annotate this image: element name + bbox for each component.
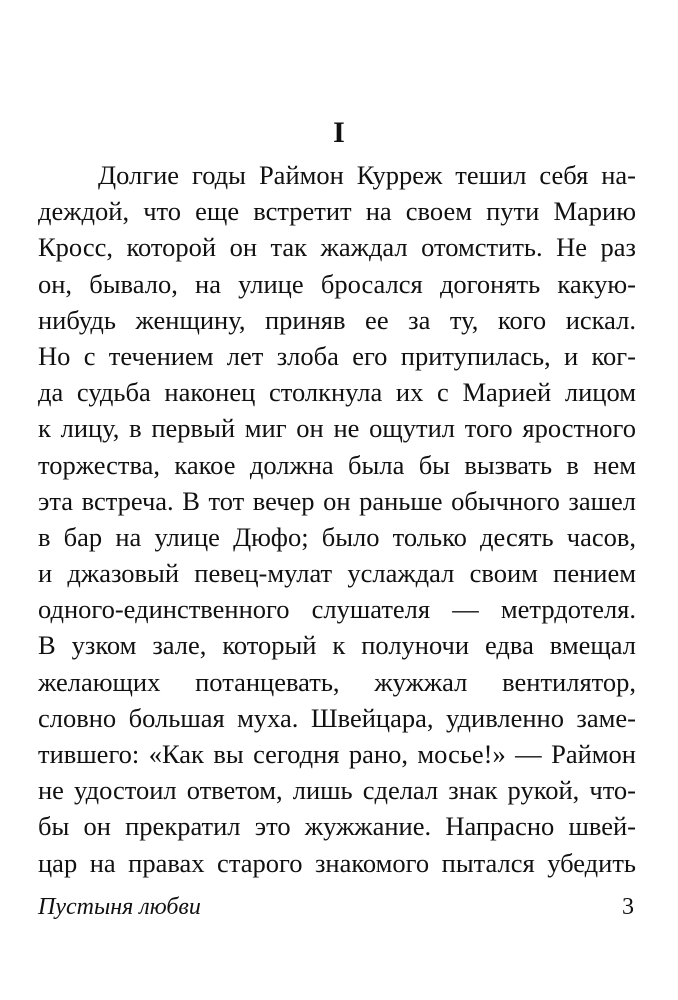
text-line: к лицу, в первый миг он не ощутил того яростного — [38, 413, 636, 444]
text-line: эта встреча. В тот вечер он раньше обычного зашел — [38, 485, 636, 516]
text-line: да судьба наконец столкнула их с Марией лицом — [38, 377, 636, 408]
text-line: он, бывало, на улице бросался догонять какую- — [38, 268, 636, 299]
text-line: торжества, какое должна была бы вызвать в нем — [38, 449, 636, 480]
text-line: одного-единственного слушателя — метрдотеля. — [38, 594, 636, 625]
text-line: В узком зале, который к полуночи едва вмещал — [38, 630, 636, 661]
text-line: Кросс, которой он так жаждал отомстить. Не раз — [38, 232, 636, 263]
text-line: Долгие годы Раймон Курреж тешил себя на- — [98, 160, 636, 190]
body-text — [38, 157, 636, 881]
page-number: 3 — [622, 894, 634, 920]
text-line: словно большая муха. Швейцара, удивленно заме- — [38, 702, 636, 733]
chapter-number: I — [333, 116, 345, 149]
text-line: бы он прекратил это жужжание. Напрасно швей- — [38, 811, 636, 842]
text-line: в бар на улице Дюфо; было только десять часов, — [38, 521, 636, 552]
text-line: Но с течением лет злоба его притупилась, и ког- — [38, 340, 636, 371]
running-footer-title: Пустыня любви — [38, 894, 201, 920]
text-line: деждой, что еще встретит на своем пути Марию — [38, 196, 636, 227]
text-line: не удостоил ответом, лишь сделал знак рукой, что- — [38, 775, 636, 806]
text-line: нибудь женщину, приняв ее за ту, кого искал. — [38, 304, 636, 335]
text-line: и джазовый певец-мулат услаждал своим пением — [38, 558, 636, 589]
text-line: желающих потанцевать, жужжал вентилятор, — [38, 666, 636, 697]
text-line: тившего: «Как вы сегодня рано, мосье!» — Раймон — [38, 739, 636, 769]
text-line: цар на правах старого знакомого пытался убедить — [38, 847, 636, 878]
